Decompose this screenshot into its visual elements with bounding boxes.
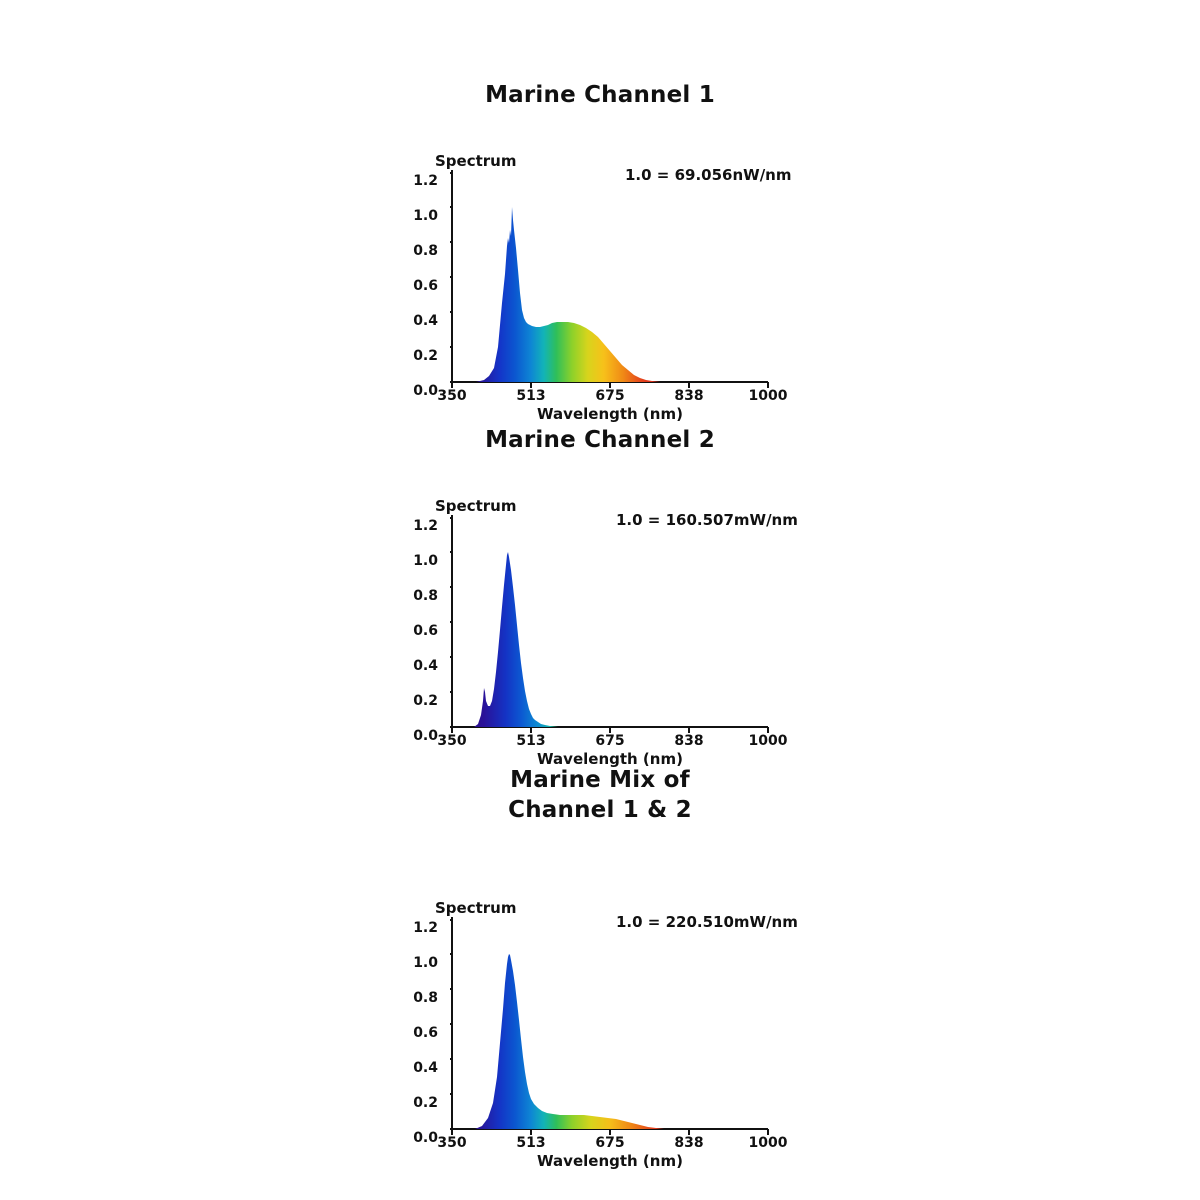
panel-1-ytick-0.4: 0.4 xyxy=(413,313,438,329)
panel-3-xtick-675: 675 xyxy=(595,1135,625,1151)
panel-2-ytick-0.4: 0.4 xyxy=(413,658,438,674)
panel-1-xtick-350: 350 xyxy=(437,388,467,404)
panel-3-calibration: 1.0 = 220.510mW/nm xyxy=(616,913,798,931)
panel-1-ytick-1.2: 1.2 xyxy=(413,173,438,189)
panel-3-y-axis-label: Spectrum xyxy=(435,899,517,917)
panel-2-calibration: 1.0 = 160.507mW/nm xyxy=(616,511,798,529)
panel-1-xtick-1000: 1000 xyxy=(748,388,788,404)
panel-3-xtick-838: 838 xyxy=(674,1135,704,1151)
panel-3-title-line1: Marine Mix of xyxy=(510,767,690,793)
panel-1-xtick-513: 513 xyxy=(516,388,546,404)
panel-1-plot xyxy=(450,170,770,400)
panel-1-ytick-0.8: 0.8 xyxy=(413,243,438,259)
panel-1-ytick-0.2: 0.2 xyxy=(413,348,438,364)
panel-3-ytick-0.8: 0.8 xyxy=(413,990,438,1006)
panel-1-y-axis-label: Spectrum xyxy=(435,152,517,170)
panel-3-ytick-0.0: 0.0 xyxy=(413,1130,438,1146)
panel-2-xtick-350: 350 xyxy=(437,733,467,749)
panel-2-xtick-1000: 1000 xyxy=(748,733,788,749)
panel-2-ytick-1.0: 1.0 xyxy=(413,553,438,569)
panel-2-ytick-0.8: 0.8 xyxy=(413,588,438,604)
panel-1-ytick-0.0: 0.0 xyxy=(413,383,438,399)
panel-1-ytick-1.0: 1.0 xyxy=(413,208,438,224)
panel-2-ytick-0.6: 0.6 xyxy=(413,623,438,639)
panel-3-xtick-1000: 1000 xyxy=(748,1135,788,1151)
panel-3-ytick-0.6: 0.6 xyxy=(413,1025,438,1041)
panel-1-title: Marine Channel 1 xyxy=(485,82,715,108)
panel-3-ytick-1.0: 1.0 xyxy=(413,955,438,971)
panel-marine-channel-1 xyxy=(0,80,1200,423)
panel-2-xtick-838: 838 xyxy=(674,733,704,749)
panel-2-ytick-0.0: 0.0 xyxy=(413,728,438,744)
panel-3-x-axis-label: Wavelength (nm) xyxy=(537,1152,683,1170)
panel-2-x-axis-label: Wavelength (nm) xyxy=(537,750,683,768)
panel-2-plot xyxy=(450,515,770,745)
panel-3-xtick-350: 350 xyxy=(437,1135,467,1151)
panel-3-title-line2: Channel 1 & 2 xyxy=(508,797,692,823)
panel-3-ytick-0.4: 0.4 xyxy=(413,1060,438,1076)
panel-marine-channel-2 xyxy=(0,425,1200,768)
panel-1-xtick-675: 675 xyxy=(595,388,625,404)
panel-2-xtick-675: 675 xyxy=(595,733,625,749)
panel-1-xtick-838: 838 xyxy=(674,388,704,404)
panel-1-ytick-0.6: 0.6 xyxy=(413,278,438,294)
panel-3-plot xyxy=(450,917,770,1147)
panel-3-xtick-513: 513 xyxy=(516,1135,546,1151)
panel-1-calibration: 1.0 = 69.056nW/nm xyxy=(625,166,792,184)
panel-2-title: Marine Channel 2 xyxy=(485,427,715,453)
panel-3-ytick-0.2: 0.2 xyxy=(413,1095,438,1111)
panel-2-y-axis-label: Spectrum xyxy=(435,497,517,515)
panel-2-ytick-0.2: 0.2 xyxy=(413,693,438,709)
panel-marine-mix xyxy=(0,765,1200,1170)
panel-1-x-axis-label: Wavelength (nm) xyxy=(537,405,683,423)
panel-2-xtick-513: 513 xyxy=(516,733,546,749)
panel-2-ytick-1.2: 1.2 xyxy=(413,518,438,534)
panel-3-ytick-1.2: 1.2 xyxy=(413,920,438,936)
